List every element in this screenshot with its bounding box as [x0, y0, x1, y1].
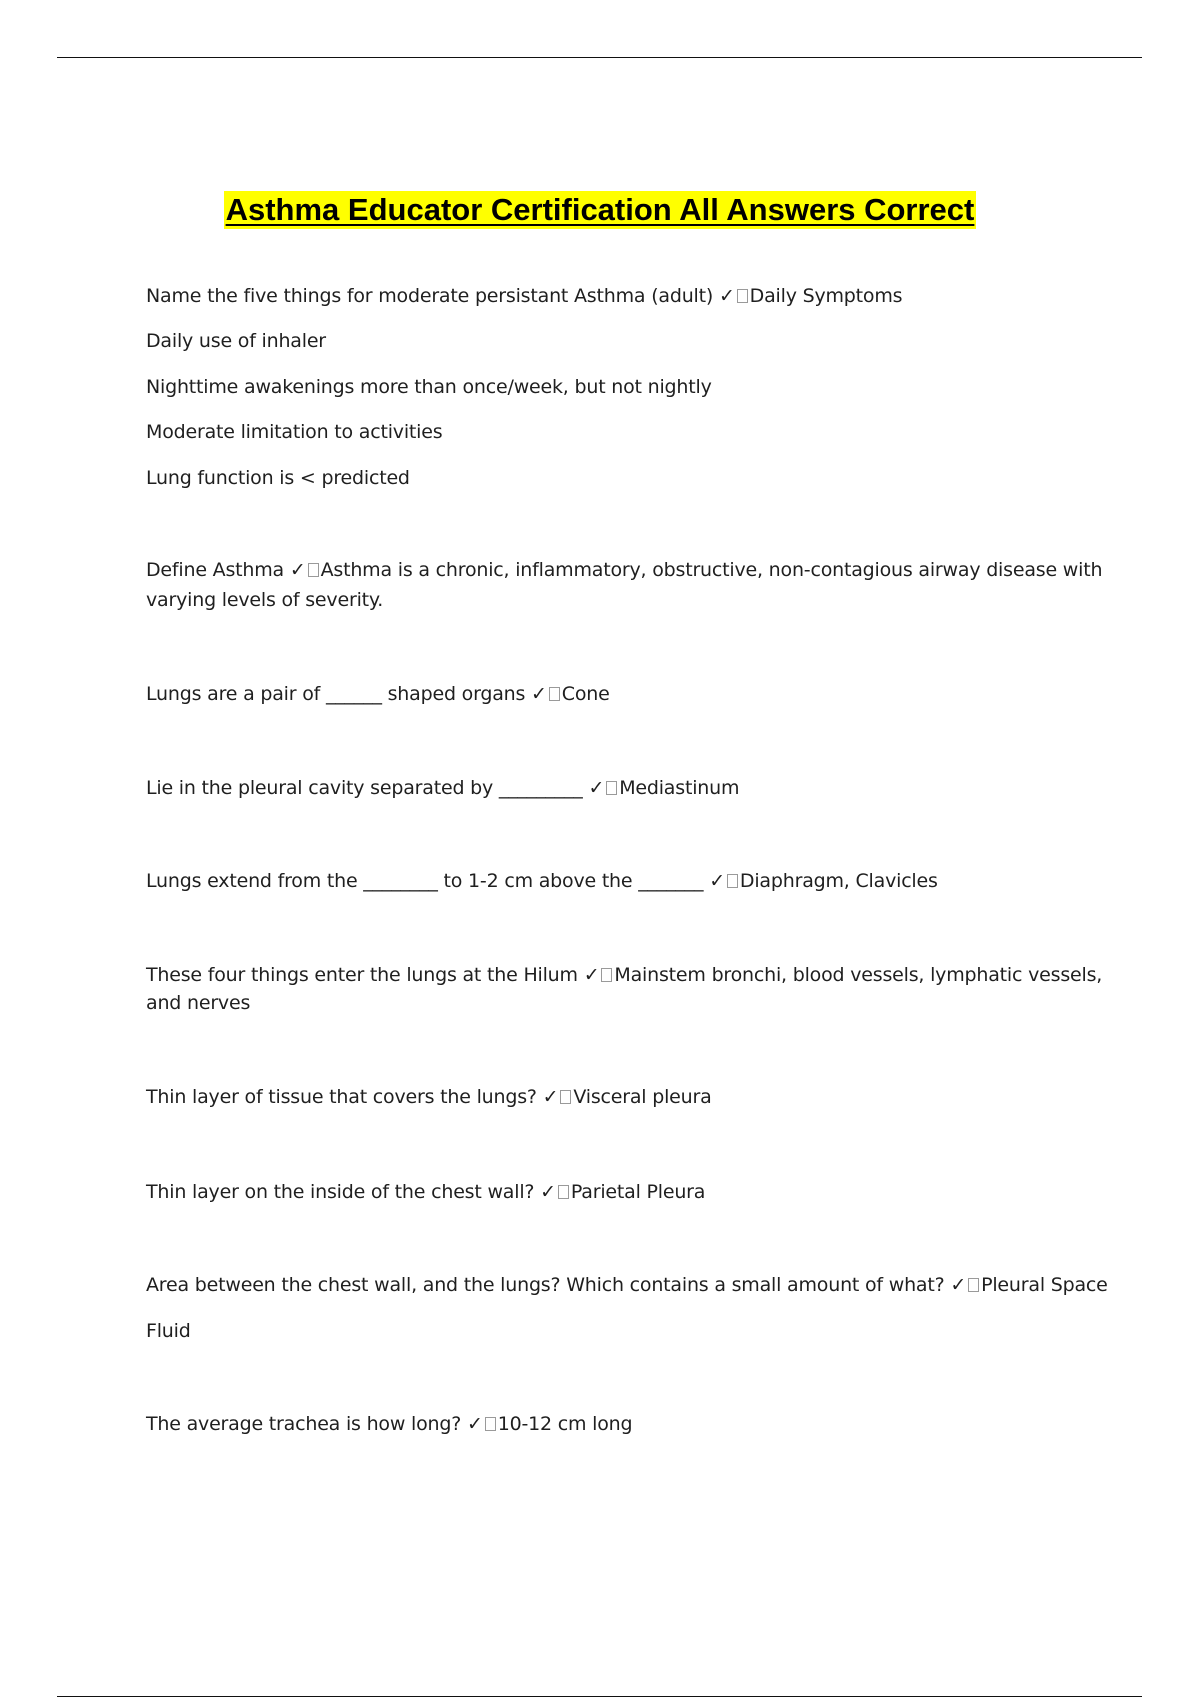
- answer-text: 10-12 cm long: [497, 1413, 633, 1435]
- box-icon: [308, 563, 319, 577]
- box-icon: [601, 968, 612, 982]
- answer-text: Cone: [561, 683, 610, 705]
- answer-continuation: Fluid: [146, 1320, 191, 1342]
- question-text: Lie in the pleural cavity separated by _________: [146, 777, 583, 799]
- answer-continuation: Daily use of inhaler: [146, 330, 326, 352]
- answer-continuation: Lung function is < predicted: [146, 467, 410, 489]
- answer-text: Pleural Space: [981, 1274, 1108, 1296]
- question-text: Name the five things for moderate persistant Asthma (adult): [146, 285, 714, 307]
- top-rule: [57, 57, 1142, 58]
- check-icon: ✓: [531, 683, 547, 705]
- box-icon: [727, 874, 738, 888]
- bottom-rule: [57, 1696, 1142, 1697]
- question-text: Thin layer of tissue that covers the lungs?: [146, 1086, 537, 1108]
- qa-item-9: [146, 1274, 1106, 1296]
- question-text: Define Asthma: [146, 559, 284, 581]
- check-icon: ✓: [466, 1413, 483, 1435]
- qa-item-8: [146, 1181, 1106, 1203]
- page-title: Asthma Educator Certification All Answers Correct: [225, 192, 975, 227]
- qa-item-5: [146, 870, 1106, 892]
- question-text: The average trachea is how long?: [146, 1413, 462, 1435]
- title-wrap: [0, 191, 1200, 229]
- check-icon: ✓: [709, 870, 725, 892]
- answer-continuation: Moderate limitation to activities: [146, 421, 443, 443]
- box-icon: [560, 1090, 571, 1104]
- box-icon: [485, 1417, 496, 1431]
- check-icon: ✓: [950, 1274, 967, 1296]
- qa-item-7: [146, 1086, 1106, 1108]
- check-icon: ✓: [289, 559, 306, 581]
- qa-item-2: [146, 555, 1106, 615]
- qa-item-6: [146, 961, 1106, 1017]
- box-icon: [558, 1185, 569, 1199]
- answer-continuation: Nighttime awakenings more than once/week, but not nightly: [146, 376, 712, 398]
- box-icon: [606, 781, 617, 795]
- qa-item-4: [146, 777, 1106, 799]
- box-icon: [968, 1278, 979, 1292]
- check-icon: ✓: [583, 964, 600, 986]
- answer-text: Parietal Pleura: [570, 1181, 706, 1203]
- answer-text: Daily Symptoms: [749, 285, 903, 307]
- answer-text: Asthma is a chronic, inflammatory, obstructive, non-contagious airway disease with varying levels of severity.: [146, 559, 1103, 611]
- qa-item-3: [146, 683, 1106, 705]
- question-text: Thin layer on the inside of the chest wall?: [146, 1181, 535, 1203]
- answer-text: Diaphragm, Clavicles: [739, 870, 938, 892]
- box-icon: [549, 687, 560, 701]
- question-text: These four things enter the lungs at the Hilum: [146, 964, 578, 986]
- qa-item-1: [146, 285, 1106, 307]
- question-text: Area between the chest wall, and the lungs? Which contains a small amount of what?: [146, 1274, 945, 1296]
- answer-text: Mediastinum: [619, 777, 740, 799]
- check-icon: ✓: [718, 285, 735, 307]
- check-icon: ✓: [588, 777, 605, 799]
- check-icon: ✓: [542, 1086, 559, 1108]
- box-icon: [737, 289, 748, 303]
- answer-text: Mainstem bronchi, blood vessels, lymphatic vessels, and nerves: [146, 964, 1103, 1014]
- qa-item-10: [146, 1413, 1106, 1435]
- question-text: Lungs are a pair of ______ shaped organs: [146, 683, 526, 705]
- answer-text: Visceral pleura: [573, 1086, 712, 1108]
- check-icon: ✓: [540, 1181, 556, 1203]
- question-text: Lungs extend from the ________ to 1-2 cm above the _______: [146, 870, 704, 892]
